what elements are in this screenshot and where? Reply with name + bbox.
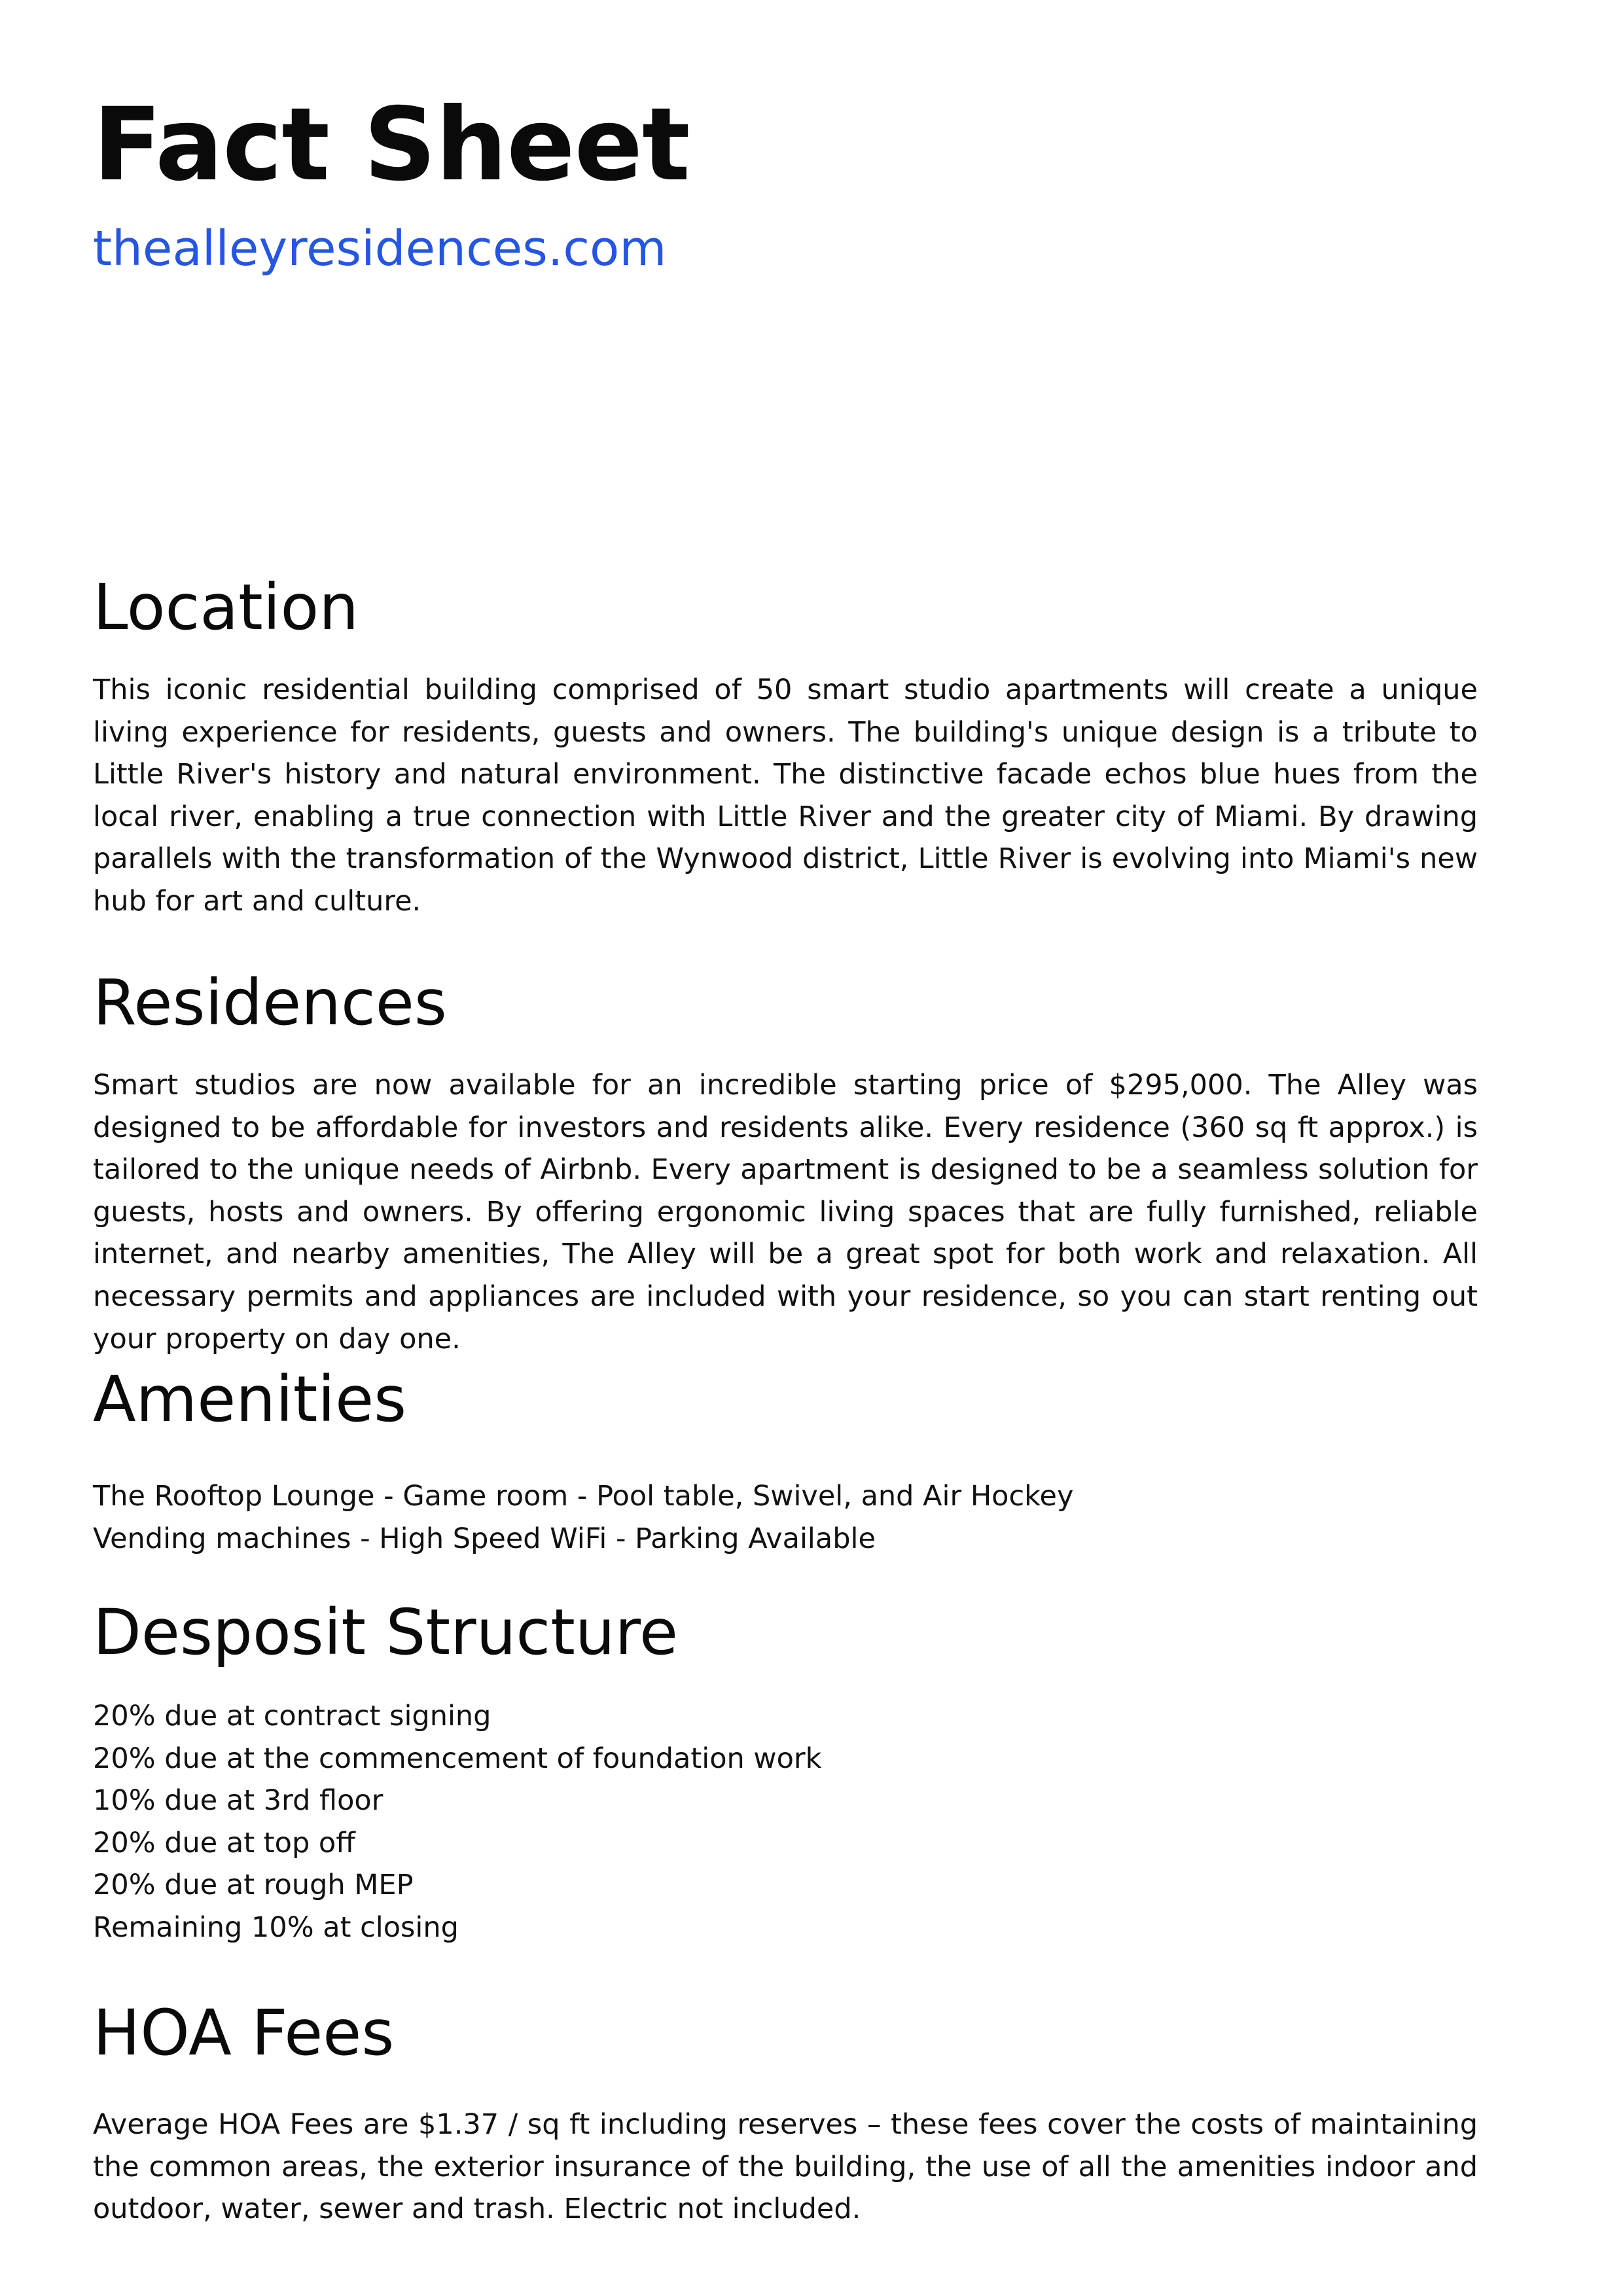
deposit-item: 20% due at the commencement of foundation work — [93, 1742, 822, 1775]
deposit-structure-section — [93, 1593, 1478, 1949]
hoa-fees-heading: HOA Fees — [93, 1996, 395, 2070]
deposit-item: 20% due at contract signing — [93, 1700, 491, 1732]
deposit-item: 20% due at rough MEP — [93, 1869, 414, 1902]
amenities-section — [93, 1360, 1478, 1560]
deposit-item: Remaining 10% at closing — [93, 1910, 459, 1944]
hoa-fees-text: Average HOA Fees are $1.37 / sq ft including reserves – these fees cover the costs of maintaining the common areas, the exterior insurance of the building, the use of all the amenities indoor and outdoor, water, sewer and trash. Electric not included. — [93, 2108, 1478, 2226]
residences-section — [93, 963, 1478, 1360]
deposit-schedule-list — [93, 1695, 1478, 1949]
deposit-item: 20% due at top off — [93, 1826, 355, 1859]
amenities-list — [93, 1475, 1478, 1560]
hoa-fees-section — [93, 1994, 1478, 2231]
amenities-heading: Amenities — [93, 1363, 407, 1436]
deposit-structure-heading: Desposit Structure — [93, 1596, 679, 1669]
residences-heading: Residences — [93, 966, 447, 1039]
location-heading: Location — [93, 571, 359, 644]
website-link[interactable]: thealleyresidences.com — [93, 221, 667, 277]
residences-text: Smart studios are now available for an incredible starting price of $295,000. The Alley was designed to be affordable for investors and residents alike. Every residence (360 sq ft approx.) is tailored to the unique needs of Airbnb. Every apartment is designed to be a seamless solution for guests, hosts and owners. By offering ergonomic living spaces that are fully furnished, reliable internet, and nearby amenities, The Alley will be a great spot for both work and relaxation. All necessary permits and appliances are included with your residence, so you can start renting out your property on day one. — [93, 1069, 1478, 1355]
amenities-line: The Rooftop Lounge - Game room - Pool table, Swivel, and Air Hockey — [93, 1480, 1074, 1513]
page-title: Fact Sheet — [93, 86, 690, 204]
amenities-line: Vending machines - High Speed WiFi - Parking Available — [93, 1522, 876, 1555]
deposit-item: 10% due at 3rd floor — [93, 1784, 383, 1818]
location-section — [93, 568, 1478, 923]
location-text: This iconic residential building comprised of 50 smart studio apartments will create a unique living experience for residents, guests and owners. The building's unique design is a tribute to Little River's history and natural environment. The distinctive facade echos blue hues from the local river, enabling a true connection with Little River and the greater city of Miami. By drawing parallels with the transformation of the Wynwood district, Little River is evolving into Miami's new hub for art and culture. — [93, 673, 1478, 918]
